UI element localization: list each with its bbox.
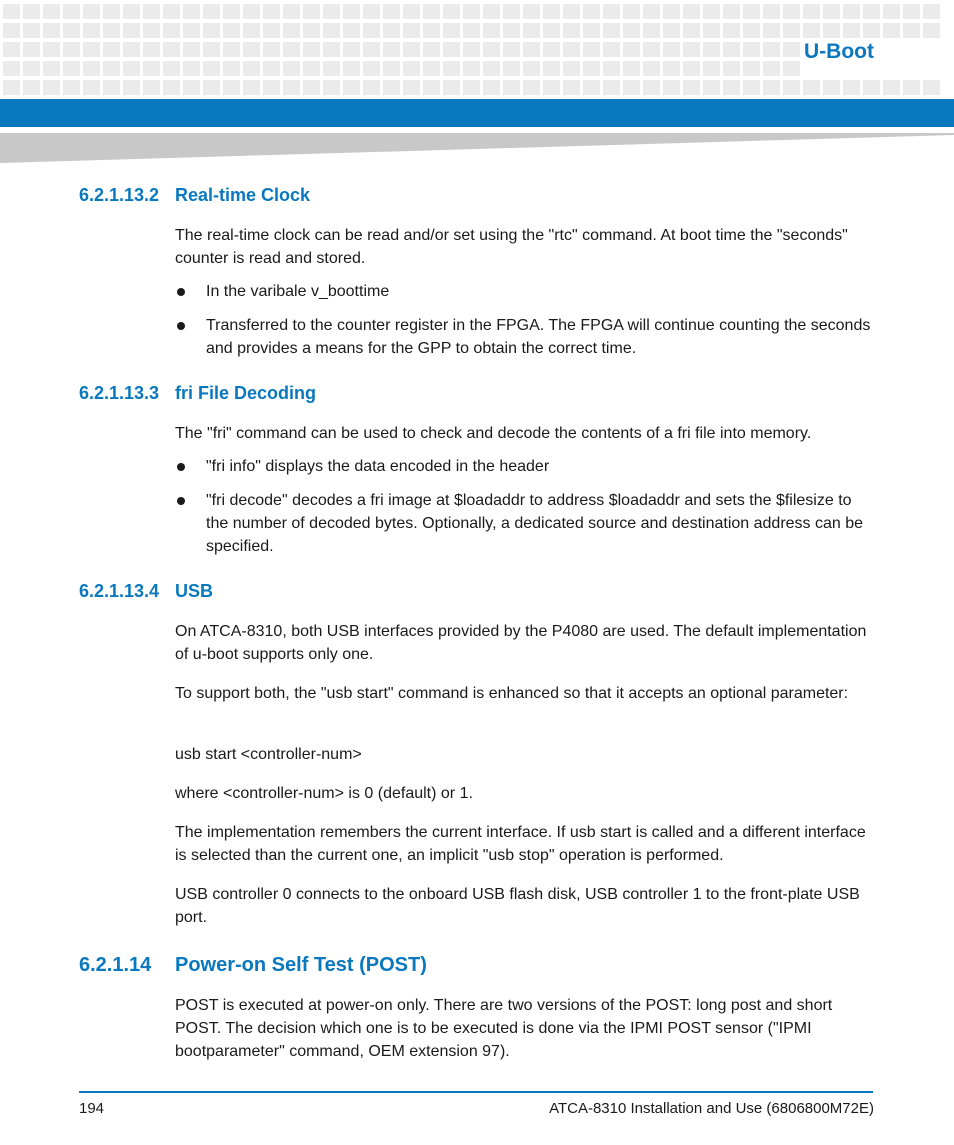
pattern-cell: [63, 80, 80, 95]
pattern-cell: [203, 80, 220, 95]
pattern-cell: [463, 61, 480, 76]
pattern-cell: [383, 42, 400, 57]
pattern-cell: [623, 42, 640, 57]
pattern-cell: [523, 42, 540, 57]
paragraph: The real-time clock can be read and/or set using the "rtc" command. At boot time the "seconds" counter is read and stored.: [175, 227, 848, 267]
pattern-cell: [103, 42, 120, 57]
pattern-cell: [443, 4, 460, 19]
pattern-cell: [883, 80, 900, 95]
pattern-cell: [843, 80, 860, 95]
pattern-cell: [543, 42, 560, 57]
pattern-cell: [263, 42, 280, 57]
pattern-cell: [663, 61, 680, 76]
pattern-cell: [203, 4, 220, 19]
pattern-cell: [83, 4, 100, 19]
pattern-cell: [463, 42, 480, 57]
pattern-cell: [243, 61, 260, 76]
pattern-cell: [923, 23, 940, 38]
pattern-cell: [643, 23, 660, 38]
pattern-cell: [343, 61, 360, 76]
pattern-cell: [523, 23, 540, 38]
pattern-cell: [303, 80, 320, 95]
pattern-cell: [783, 61, 800, 76]
pattern-cell: [383, 61, 400, 76]
pattern-cell: [863, 80, 880, 95]
pattern-cell: [743, 23, 760, 38]
pattern-cell: [103, 80, 120, 95]
paragraph: where <controller-num> is 0 (default) or 1.: [175, 785, 473, 802]
pattern-cell: [103, 61, 120, 76]
bullet-icon: [177, 497, 185, 505]
pattern-cell: [403, 80, 420, 95]
section-title: fri File Decoding: [175, 383, 317, 403]
pattern-cell: [143, 42, 160, 57]
pattern-cell: [483, 61, 500, 76]
bullet-icon: [177, 322, 185, 330]
pattern-cell: [563, 80, 580, 95]
pattern-cell: [123, 42, 140, 57]
pattern-cell: [683, 42, 700, 57]
section-title: Real-time Clock: [175, 185, 311, 205]
pattern-cell: [603, 61, 620, 76]
pattern-cell: [543, 23, 560, 38]
bullet-icon: [177, 288, 185, 296]
pattern-cell: [583, 61, 600, 76]
pattern-cell: [703, 23, 720, 38]
pattern-cell: [543, 80, 560, 95]
pattern-cell: [143, 23, 160, 38]
pattern-cell: [543, 61, 560, 76]
pattern-cell: [43, 42, 60, 57]
pattern-cell: [603, 80, 620, 95]
chapter-title: U-Boot: [804, 40, 874, 63]
pattern-cell: [343, 4, 360, 19]
list-item-text: In the varibale v_boottime: [206, 283, 390, 300]
pattern-cell: [383, 80, 400, 95]
pattern-cell: [143, 80, 160, 95]
pattern-cell: [23, 23, 40, 38]
pattern-cell: [223, 61, 240, 76]
pattern-cell: [523, 61, 540, 76]
pattern-cell: [683, 80, 700, 95]
pattern-cell: [843, 23, 860, 38]
pattern-cell: [583, 80, 600, 95]
pattern-cell: [23, 80, 40, 95]
pattern-cell: [723, 4, 740, 19]
pattern-cell: [143, 4, 160, 19]
pattern-cell: [483, 42, 500, 57]
pattern-cell: [563, 4, 580, 19]
pattern-cell: [703, 80, 720, 95]
pattern-cell: [483, 4, 500, 19]
bullet-icon: [177, 463, 185, 471]
pattern-cell: [103, 4, 120, 19]
pattern-cell: [163, 80, 180, 95]
pattern-cell: [123, 80, 140, 95]
section-title: USB: [175, 581, 214, 601]
pattern-cell: [783, 42, 800, 57]
pattern-cell: [483, 80, 500, 95]
pattern-cell: [243, 4, 260, 19]
pattern-cell: [823, 80, 840, 95]
pattern-cell: [443, 23, 460, 38]
pattern-cell: [63, 4, 80, 19]
pattern-cell: [263, 61, 280, 76]
pattern-cell: [3, 42, 20, 57]
pattern-cell: [623, 80, 640, 95]
section-title: Power-on Self Test (POST): [175, 954, 427, 976]
pattern-cell: [903, 4, 920, 19]
pattern-cell: [523, 80, 540, 95]
pattern-cell: [283, 23, 300, 38]
pattern-cell: [663, 23, 680, 38]
pattern-cell: [623, 23, 640, 38]
pattern-cell: [263, 80, 280, 95]
pattern-cell: [583, 23, 600, 38]
pattern-cell: [743, 61, 760, 76]
paragraph: USB controller 0 connects to the onboard USB flash disk, USB controller 1 to the front-plate USB port.: [175, 886, 860, 926]
pattern-cell: [883, 4, 900, 19]
pattern-cell: [163, 42, 180, 57]
pattern-cell: [923, 4, 940, 19]
pattern-cell: [503, 80, 520, 95]
pattern-cell: [303, 61, 320, 76]
section-heading-fri-file-decoding: [79, 383, 316, 404]
paragraph: usb start <controller-num>: [175, 746, 362, 763]
pattern-cell: [543, 4, 560, 19]
pattern-cell: [843, 4, 860, 19]
section-number: 6.2.1.13.3: [79, 383, 160, 403]
pattern-cell: [683, 23, 700, 38]
pattern-cell: [283, 42, 300, 57]
pattern-cell: [263, 23, 280, 38]
pattern-cell: [783, 4, 800, 19]
pattern-cell: [723, 61, 740, 76]
pattern-cell: [723, 80, 740, 95]
pattern-cell: [483, 23, 500, 38]
section-heading-real-time-clock: [79, 185, 310, 206]
pattern-cell: [223, 80, 240, 95]
pattern-cell: [863, 4, 880, 19]
pattern-cell: [163, 4, 180, 19]
pattern-cell: [303, 23, 320, 38]
pattern-cell: [503, 61, 520, 76]
pattern-cell: [203, 23, 220, 38]
document-title: ATCA-8310 Installation and Use (6806800M72E): [549, 1100, 874, 1117]
pattern-cell: [183, 61, 200, 76]
pattern-cell: [703, 42, 720, 57]
pattern-cell: [403, 4, 420, 19]
pattern-cell: [223, 42, 240, 57]
pattern-cell: [383, 4, 400, 19]
pattern-cell: [763, 4, 780, 19]
pattern-cell: [183, 23, 200, 38]
pattern-cell: [43, 4, 60, 19]
pattern-cell: [443, 42, 460, 57]
pattern-cell: [343, 80, 360, 95]
pattern-cell: [343, 42, 360, 57]
pattern-cell: [203, 42, 220, 57]
pattern-cell: [463, 23, 480, 38]
pattern-cell: [203, 61, 220, 76]
pattern-cell: [703, 61, 720, 76]
pattern-cell: [623, 4, 640, 19]
pattern-cell: [323, 42, 340, 57]
pattern-cell: [123, 61, 140, 76]
pattern-cell: [243, 23, 260, 38]
pattern-cell: [283, 80, 300, 95]
pattern-cell: [823, 4, 840, 19]
pattern-cell: [363, 61, 380, 76]
pattern-cell: [903, 23, 920, 38]
pattern-cell: [323, 4, 340, 19]
pattern-cell: [763, 80, 780, 95]
pattern-cell: [23, 61, 40, 76]
pattern-cell: [163, 23, 180, 38]
pattern-cell: [43, 23, 60, 38]
pattern-cell: [123, 4, 140, 19]
pattern-cell: [783, 80, 800, 95]
pattern-cell: [463, 4, 480, 19]
pattern-cell: [623, 61, 640, 76]
pattern-cell: [883, 23, 900, 38]
pattern-cell: [303, 4, 320, 19]
pattern-cell: [503, 42, 520, 57]
pattern-cell: [43, 61, 60, 76]
pattern-cell: [243, 42, 260, 57]
pattern-cell: [423, 61, 440, 76]
pattern-cell: [603, 42, 620, 57]
pattern-cell: [223, 4, 240, 19]
pattern-cell: [563, 23, 580, 38]
pattern-cell: [803, 4, 820, 19]
pattern-cell: [143, 61, 160, 76]
pattern-cell: [423, 4, 440, 19]
section-number: 6.2.1.13.2: [79, 185, 160, 205]
list-item-text: "fri info" displays the data encoded in the header: [206, 458, 550, 475]
pattern-cell: [223, 23, 240, 38]
pattern-cell: [503, 23, 520, 38]
pattern-cell: [743, 80, 760, 95]
pattern-cell: [3, 61, 20, 76]
pattern-cell: [243, 80, 260, 95]
paragraph: To support both, the "usb start" command is enhanced so that it accepts an optional parameter:: [175, 685, 849, 702]
pattern-cell: [583, 4, 600, 19]
pattern-cell: [403, 42, 420, 57]
page-number: 194: [79, 1100, 105, 1117]
pattern-cell: [423, 80, 440, 95]
pattern-cell: [683, 61, 700, 76]
list-item-text: "fri decode" decodes a fri image at $loadaddr to address $loadaddr and sets the $filesize to the number of decoded bytes. Optionally, a dedicated source and destination address can be specified.: [206, 492, 864, 555]
pattern-cell: [503, 4, 520, 19]
pattern-cell: [783, 23, 800, 38]
pattern-cell: [923, 80, 940, 95]
pattern-cell: [663, 4, 680, 19]
pattern-cell: [743, 4, 760, 19]
pattern-cell: [763, 42, 780, 57]
pattern-cell: [183, 4, 200, 19]
pattern-cell: [803, 23, 820, 38]
pattern-cell: [363, 4, 380, 19]
pattern-cell: [303, 42, 320, 57]
pattern-cell: [643, 80, 660, 95]
pattern-cell: [583, 42, 600, 57]
footer-rule: [79, 1091, 873, 1093]
section-heading-post: [79, 954, 427, 977]
pattern-cell: [423, 42, 440, 57]
pattern-cell: [103, 23, 120, 38]
pattern-cell: [763, 61, 780, 76]
section-heading-usb: [79, 581, 213, 602]
pattern-cell: [63, 61, 80, 76]
header-gray-wedge: [0, 133, 954, 163]
pattern-cell: [743, 42, 760, 57]
pattern-cell: [363, 23, 380, 38]
pattern-cell: [443, 61, 460, 76]
pattern-cell: [343, 23, 360, 38]
pattern-cell: [643, 4, 660, 19]
pattern-cell: [83, 61, 100, 76]
paragraph: The "fri" command can be used to check and decode the contents of a fri file into memory.: [175, 425, 812, 442]
pattern-cell: [323, 61, 340, 76]
pattern-cell: [663, 42, 680, 57]
list-item-text: Transferred to the counter register in the FPGA. The FPGA will continue counting the seconds and provides a means for the GPP to obtain the correct time.: [206, 317, 871, 357]
pattern-cell: [3, 80, 20, 95]
pattern-cell: [163, 61, 180, 76]
pattern-cell: [643, 61, 660, 76]
pattern-cell: [723, 23, 740, 38]
pattern-cell: [23, 4, 40, 19]
pattern-cell: [3, 23, 20, 38]
paragraph: POST is executed at power-on only. There are two versions of the POST: long post and short POST. The decision which one is to be executed is done via the IPMI POST sensor ("IPMI bootparameter" command, OEM extension 97).: [175, 997, 833, 1060]
pattern-cell: [443, 80, 460, 95]
pattern-cell: [523, 4, 540, 19]
section-number: 6.2.1.13.4: [79, 581, 160, 601]
pattern-cell: [663, 80, 680, 95]
pattern-cell: [563, 42, 580, 57]
pattern-cell: [63, 23, 80, 38]
pattern-cell: [43, 80, 60, 95]
pattern-cell: [703, 4, 720, 19]
pattern-cell: [403, 23, 420, 38]
paragraph: The implementation remembers the current interface. If usb start is called and a different interface is selected than the current one, an implicit "usb stop" operation is performed.: [175, 824, 866, 864]
pattern-cell: [683, 4, 700, 19]
pattern-cell: [863, 23, 880, 38]
pattern-cell: [363, 42, 380, 57]
pattern-cell: [183, 80, 200, 95]
pattern-cell: [63, 42, 80, 57]
pattern-cell: [83, 23, 100, 38]
pattern-cell: [283, 4, 300, 19]
header-blue-bar: [0, 99, 954, 127]
pattern-cell: [563, 61, 580, 76]
pattern-cell: [603, 4, 620, 19]
pattern-cell: [323, 80, 340, 95]
paragraph: On ATCA-8310, both USB interfaces provided by the P4080 are used. The default implementation of u-boot supports only one.: [175, 623, 867, 663]
pattern-cell: [603, 23, 620, 38]
pattern-cell: [723, 42, 740, 57]
pattern-cell: [643, 42, 660, 57]
pattern-cell: [423, 23, 440, 38]
pattern-cell: [123, 23, 140, 38]
pattern-cell: [183, 42, 200, 57]
pattern-cell: [383, 23, 400, 38]
pattern-cell: [263, 4, 280, 19]
pattern-cell: [323, 23, 340, 38]
pattern-cell: [403, 61, 420, 76]
pattern-cell: [903, 80, 920, 95]
pattern-cell: [463, 80, 480, 95]
pattern-cell: [23, 42, 40, 57]
pattern-cell: [3, 4, 20, 19]
pattern-cell: [83, 80, 100, 95]
section-number: 6.2.1.14: [79, 954, 152, 976]
pattern-cell: [803, 80, 820, 95]
pattern-cell: [363, 80, 380, 95]
pattern-cell: [283, 61, 300, 76]
pattern-cell: [763, 23, 780, 38]
pattern-cell: [823, 23, 840, 38]
pattern-cell: [83, 42, 100, 57]
